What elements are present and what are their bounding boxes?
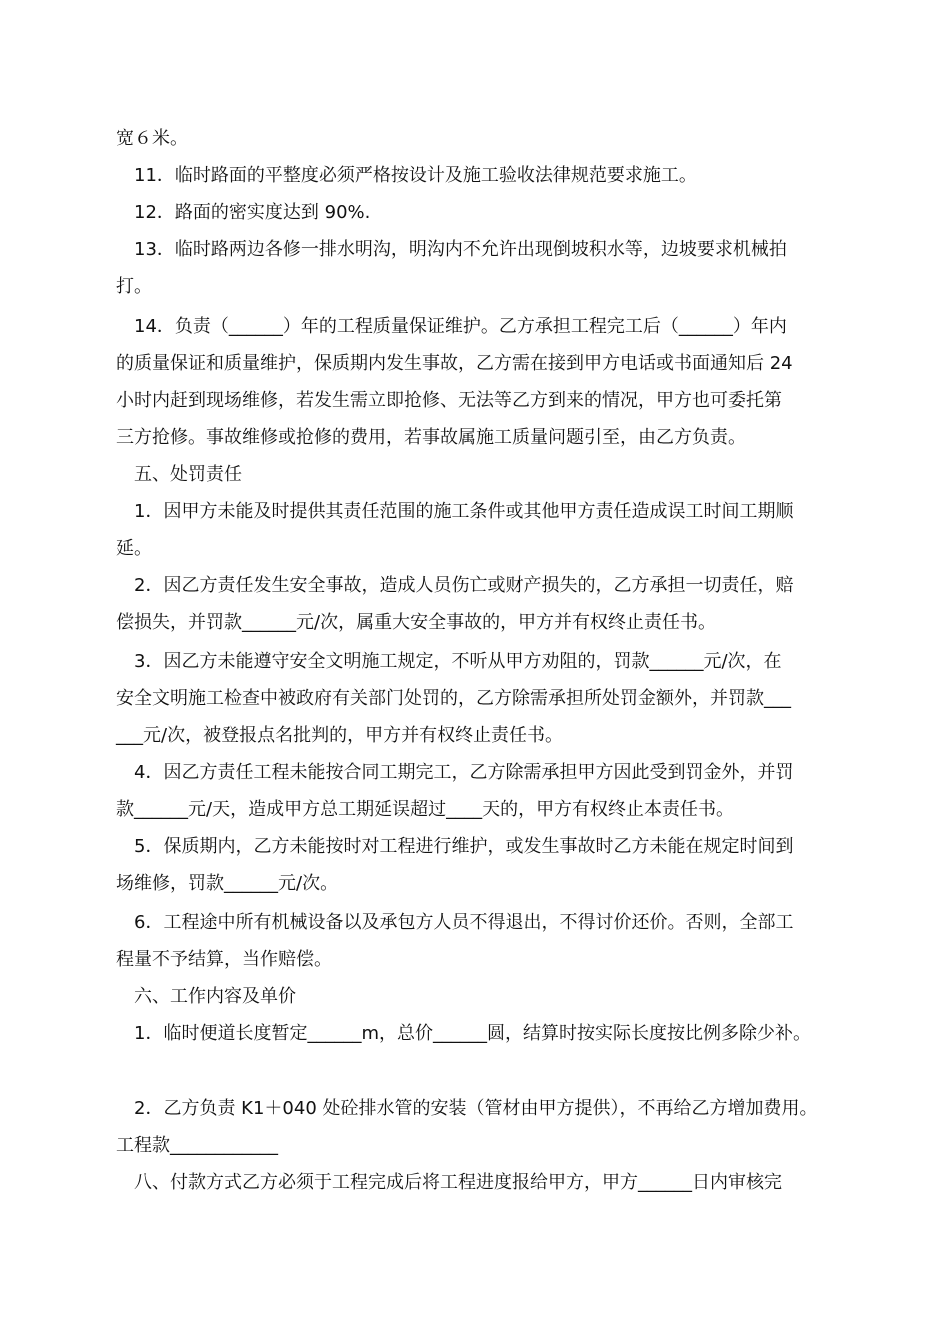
clause-5-1: 1．因甲方未能及时提供其责任范围的施工条件或其他甲方责任造成误工时间工期顺 [134, 501, 794, 522]
clause-6-2: 2．乙方负责 K1＋040 处砼排水管的安装（管材由甲方提供），不再给乙方增加费用。 [134, 1098, 818, 1119]
text-line: 宽６米。 [116, 128, 188, 149]
text-line: 的质量保证和质量维护，保质期内发生事故，乙方需在接到甲方电话或书面通知后 24 [116, 353, 793, 374]
clause-5-2: 2．因乙方责任发生安全事故，造成人员伤亡或财产损失的，乙方承担一切责任，赔 [134, 575, 794, 596]
section-heading-6: 六、工作内容及单价 [134, 986, 296, 1007]
clause-5-5: 5．保质期内，乙方未能按时对工程进行维护，或发生事故时乙方未能在规定时间到 [134, 836, 794, 857]
text-line: 安全文明施工检查中被政府有关部门处罚的，乙方除需承担所处罚金额外，并罚款___ [116, 688, 791, 709]
text-line: 小时内赶到现场维修，若发生需立即抢修、无法等乙方到来的情况，甲方也可委托第 [116, 390, 782, 411]
text-line: 工程款____________ [116, 1135, 278, 1156]
text-line: 打。 [116, 276, 152, 297]
section-heading-5: 五、处罚责任 [134, 464, 242, 485]
clause-5-4: 4．因乙方责任工程未能按合同工期完工，乙方除需承担甲方因此受到罚金外，并罚 [134, 762, 794, 783]
clause-13: 13．临时路两边各修一排水明沟，明沟内不允许出现倒坡积水等，边坡要求机械拍 [134, 239, 787, 260]
text-line: 三方抢修。事故维修或抢修的费用，若事故属施工质量问题引至，由乙方负责。 [116, 427, 746, 448]
clause-5-6: 6．工程途中所有机械设备以及承包方人员不得退出，不得讨价还价。否则，全部工 [134, 912, 794, 933]
text-line: 偿损失，并罚款______元/次，属重大安全事故的，甲方并有权终止责任书。 [116, 612, 717, 633]
clause-11: 11．临时路面的平整度必须严格按设计及施工验收法律规范要求施工。 [134, 165, 697, 186]
clause-6-1: 1．临时便道长度暂定______m，总价______圆，结算时按实际长度按比例多除少补。 [134, 1023, 811, 1044]
section-heading-8: 八、付款方式乙方必须于工程完成后将工程进度报给甲方，甲方______日内审核完 [134, 1172, 782, 1193]
clause-12: 12．路面的密实度达到 90%. [134, 202, 371, 223]
clause-5-3: 3．因乙方未能遵守安全文明施工规定，不听从甲方劝阻的，罚款______元/次，在 [134, 651, 782, 672]
text-line: 延。 [116, 538, 152, 559]
text-line: 款______元/天，造成甲方总工期延误超过____天的，甲方有权终止本责任书。 [116, 799, 735, 820]
clause-14: 14．负责（______）年的工程质量保证维护。乙方承担工程完工后（______）年内 [134, 316, 787, 337]
text-line: 场维修，罚款______元/次。 [116, 873, 339, 894]
text-line: 程量不予结算，当作赔偿。 [116, 949, 332, 970]
text-line: ___元/次，被登报点名批判的，甲方并有权终止责任书。 [116, 725, 564, 746]
